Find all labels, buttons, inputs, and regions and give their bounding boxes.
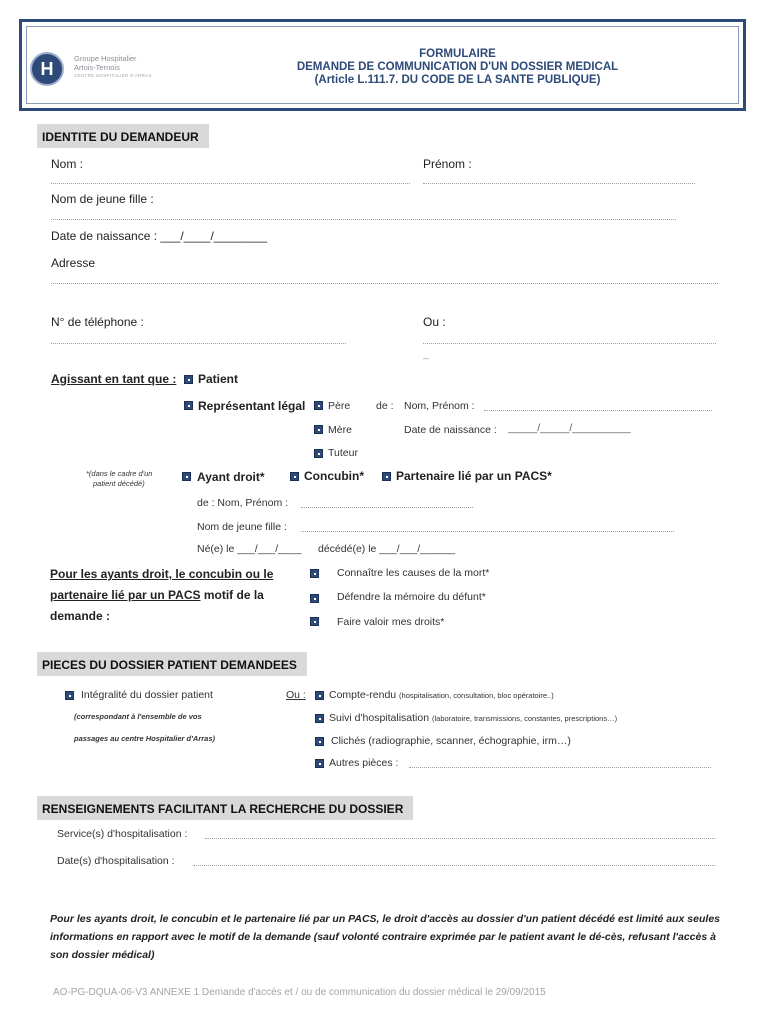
tuteur-label: Tuteur [328, 447, 358, 459]
partenaire-label: Partenaire lié par un PACS* [396, 469, 552, 483]
compte-rendu-checkbox[interactable] [315, 691, 324, 700]
defunt-nom-prenom-field[interactable] [301, 507, 473, 508]
ayant-droit-note-line2: patient décédé) [93, 479, 145, 488]
telephone-field[interactable] [51, 343, 346, 344]
partenaire-checkbox[interactable] [382, 472, 391, 481]
telephone-label: N° de téléphone : [51, 315, 144, 329]
mere-label: Mère [328, 424, 352, 436]
integralite-note-line2: passages au centre Hospitalier d'Arras) [74, 734, 216, 743]
defunt-ne-le-field[interactable]: Né(e) le ___/___/____ [197, 543, 302, 555]
patient-checkbox[interactable] [184, 375, 193, 384]
legal-note: Pour les ayants droit, le concubin et le partenaire lié par un PACS, le droit d'accès au dossier d'un patient décédé est limité aux seules informations en rapport avec le motif de la demande (sauf volonté contraire exprimée par le patient avant le dé-cès, refusant l'accès à son dossier médical) [50, 913, 721, 961]
section-pieces: PIECES DU DOSSIER PATIENT DEMANDEES [37, 652, 307, 676]
motif-label-line2 [50, 585, 298, 606]
prenom-label: Prénom : [423, 157, 472, 171]
nom-label: Nom : [51, 157, 84, 171]
ayant-droit-note-line1: *(dans le cadre d'un [86, 469, 153, 478]
adresse-field[interactable] [51, 283, 718, 284]
cliches-label: Clichés (radiographie, scanner, échographie, irm…) [331, 735, 571, 747]
representant-date-naissance-field[interactable]: _____/_____/__________ [508, 422, 631, 434]
logo-text-line3: CENTRE HOSPITALIER D'ARRAS [74, 73, 152, 78]
concubin-checkbox[interactable] [290, 472, 299, 481]
document-reference-footer: AO-PG-DQUA-06-V3 ANNEXE 1 Demande d'accès et / ou de communication du dossier médical le 29/09/2015 [53, 987, 546, 998]
motif-label-line2-rest: motif de la [200, 588, 264, 602]
droits-label: Faire valoir mes droits* [337, 616, 445, 628]
defunt-nom-prenom-label: de : Nom, Prénom : [197, 497, 289, 509]
motif-label-line2-underlined: partenaire lié par un PACS [50, 588, 201, 602]
motif-label [50, 564, 298, 627]
representant-nom-prenom-field[interactable] [484, 410, 712, 411]
pieces-ou-label: Ou : [286, 689, 306, 701]
ayant-droit-label: Ayant droit* [197, 470, 265, 484]
representant-checkbox[interactable] [184, 401, 193, 410]
autres-checkbox[interactable] [315, 759, 324, 768]
integralite-note-line1: (correspondant à l'ensemble de vos [74, 712, 202, 721]
date-naissance-field[interactable]: Date de naissance : ___/____/________ [51, 229, 268, 243]
telephone-alt-field[interactable] [423, 343, 716, 344]
logo-text-line1: Groupe Hospitalier [74, 54, 137, 63]
cause-mort-checkbox[interactable] [310, 569, 319, 578]
section-renseignements: RENSEIGNEMENTS FACILITANT LA RECHERCHE DU DOSSIER [37, 796, 413, 820]
logo-text-line2: Artois-Ternois [74, 63, 120, 72]
integralite-checkbox[interactable] [65, 691, 74, 700]
concubin-label: Concubin* [304, 469, 364, 483]
dates-hospitalisation-field[interactable] [193, 865, 715, 866]
defunt-nom-jeune-fille-label: Nom de jeune fille : [197, 521, 287, 533]
motif-label-line3: demande : [50, 609, 111, 623]
de-label: de : [376, 400, 394, 412]
hospital-logo-icon: H [30, 52, 64, 86]
integralite-label: Intégralité du dossier patient [81, 689, 213, 701]
autres-field[interactable] [409, 767, 711, 768]
autres-label: Autres pièces : [329, 757, 399, 769]
representant-nom-prenom-label: Nom, Prénom : [404, 400, 475, 412]
suivi-detail: (laboratoire, transmissions, constantes, prescriptions…) [432, 714, 618, 723]
service-label: Service(s) d'hospitalisation : [57, 828, 188, 840]
representant-option-label: Représentant légal [198, 399, 306, 413]
nom-jeune-fille-field[interactable] [51, 219, 676, 220]
compte-rendu-text: Compte-rendu [329, 689, 397, 701]
adresse-label: Adresse [51, 256, 96, 270]
representant-date-naissance-label: Date de naissance : [404, 424, 497, 436]
defunt-decede-le-field[interactable]: décédé(e) le ___/___/______ [318, 543, 456, 555]
patient-option-label: Patient [198, 372, 239, 386]
form-title: FORMULAIRE [419, 48, 496, 60]
cause-mort-label: Connaître les causes de la mort* [337, 567, 490, 579]
pere-checkbox[interactable] [314, 401, 323, 410]
suivi-checkbox[interactable] [315, 714, 324, 723]
telephone-ou-label: Ou : [423, 315, 446, 329]
motif-label-line1: Pour les ayants droit, le concubin ou le [50, 567, 274, 581]
agissant-label: Agissant en tant que : [51, 372, 177, 386]
cliches-checkbox[interactable] [315, 737, 324, 746]
dates-hospitalisation-label: Date(s) d'hospitalisation : [57, 855, 175, 867]
nom-jeune-fille-label: Nom de jeune fille : [51, 192, 154, 206]
prenom-field[interactable] [423, 183, 695, 184]
section-identite: IDENTITE DU DEMANDEUR [37, 124, 209, 148]
form-subtitle: DEMANDE DE COMMUNICATION D'UN DOSSIER MEDICAL [296, 61, 619, 73]
suivi-label [329, 712, 617, 724]
memoire-label: Défendre la mémoire du défunt* [337, 591, 486, 603]
tuteur-checkbox[interactable] [314, 449, 323, 458]
nom-field[interactable] [51, 183, 410, 184]
pere-label: Père [328, 400, 351, 412]
compte-rendu-label [329, 689, 554, 701]
defunt-nom-jeune-fille-field[interactable] [301, 531, 674, 532]
memoire-checkbox[interactable] [310, 594, 319, 603]
compte-rendu-detail: (hospitalisation, consultation, bloc opératoire..) [399, 691, 554, 700]
form-article-ref: (Article L.111.7. DU CODE DE LA SANTE PUBLIQUE) [314, 74, 601, 86]
suivi-text: Suivi d'hospitalisation [329, 712, 430, 724]
telephone-alt-dash: _ [423, 348, 429, 360]
mere-checkbox[interactable] [314, 425, 323, 434]
droits-checkbox[interactable] [310, 617, 319, 626]
service-field[interactable] [205, 838, 715, 839]
ayant-droit-checkbox[interactable] [182, 472, 191, 481]
